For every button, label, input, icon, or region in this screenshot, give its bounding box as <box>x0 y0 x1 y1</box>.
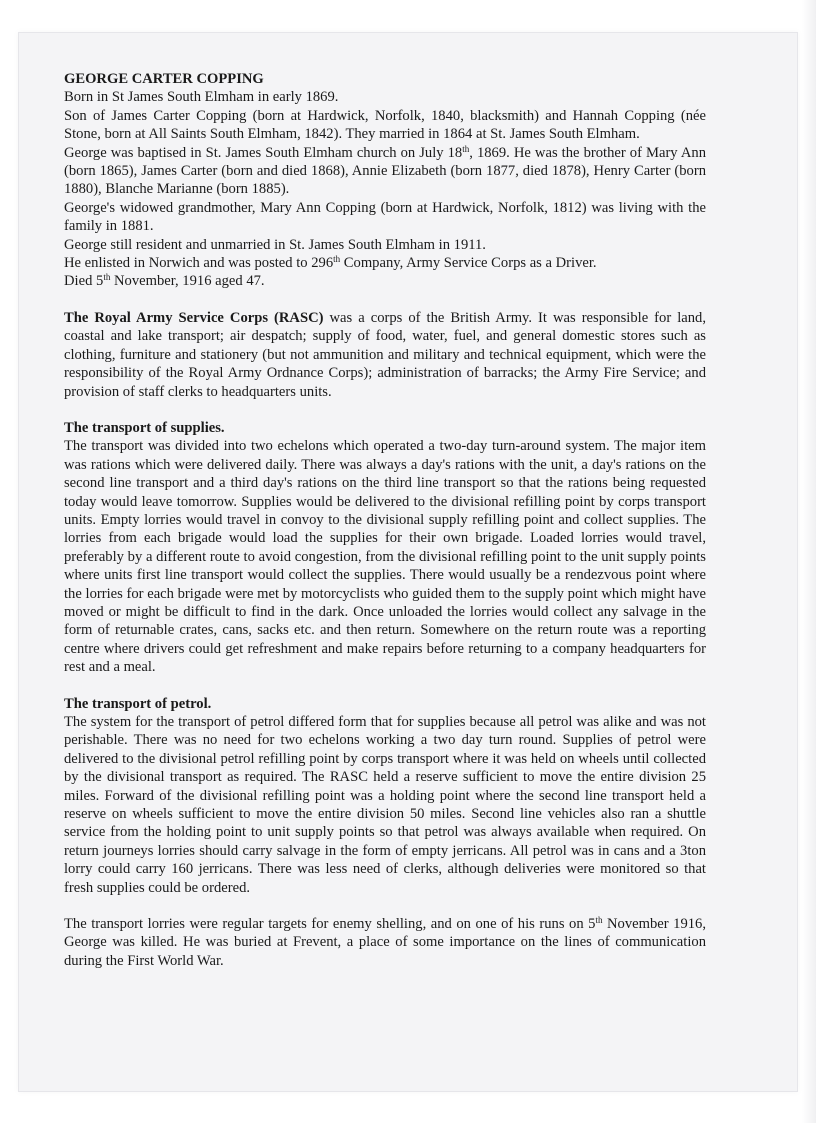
ordinal-suffix: th <box>595 915 603 926</box>
ordinal-suffix: th <box>462 143 470 154</box>
bio-line-6 <box>64 254 706 272</box>
bio-line-6-text-cont: Company, Army Service Corps as a Driver. <box>340 255 597 272</box>
bio-line-3-text: George was baptised in St. James South Elmham church on July 18 <box>64 144 463 161</box>
bio-line-6-text: He enlisted in Norwich and was posted to 296 <box>64 255 334 272</box>
document-title: GEORGE CARTER COPPING <box>64 71 264 87</box>
bio-line-3 <box>64 144 706 199</box>
closing-text-cont: November 1916, George was killed. He was buried at Frevent, a place of some importance on the lines of communication during the First World War. <box>64 916 706 969</box>
ordinal-suffix: th <box>103 272 111 283</box>
bio-line-7-text: Died 5 <box>64 273 104 290</box>
supplies-heading: The transport of supplies. <box>64 419 225 436</box>
ordinal-suffix: th <box>333 254 341 265</box>
page-edge <box>802 0 816 1123</box>
bio-line-7 <box>64 272 706 290</box>
bio-line-7-text-cont: November, 1916 aged 47. <box>110 273 265 290</box>
rasc-description: was a corps of the British Army. It was responsible for land, coastal and lake transport; air despatch; supply of food, water, fuel, and general domestic stores such as clothing, furniture and stationery (but not ammunition and military and technical equipment, which were the responsibility of the Royal Army Ordnance Corps); administration of barracks; the Army Fire Service; and provision of staff clerks to headquarters units. <box>64 309 706 400</box>
rasc-paragraph <box>64 309 706 401</box>
bio-line-4: George's widowed grandmother, Mary Ann Copping (born at Hardwick, Norfolk, 1812) was living with the family in 1881. <box>64 199 706 235</box>
supplies-paragraph: The transport was divided into two echelons which operated a two-day turn-around system. The major item was rations which were delivered daily. There was always a day's rations with the unit, a day's rations on the second line transport and a third day's rations on the third line transport so that the rations being requested today would leave tomorrow. Supplies would be delivered to the divisional refilling point by corps transport units. Empty lorries would travel in convoy to the divisional supply refilling point and collect supplies. The lorries from each brigade would load the supplies for their own brigade. Loaded lorries would travel, preferably by a different route to avoid congestion, from the divisional refilling point to the unit supply points where units first line transport would collect the supplies. There would usually be a rendezvous point where the lorries for each brigade were met by motorcyclists who guided them to the supply point which might have moved or might be difficult to find in the dark. Once unloaded the lorries would collect any salvage in the form of returnable crates, cans, sacks etc. and then return. Somewhere on the return route was a reporting centre where drivers could get refreshment and make repairs before returning to a company headquarters for rest and a meal. <box>64 438 706 676</box>
bio-line-5: George still resident and unmarried in St. James South Elmham in 1911. <box>64 236 486 253</box>
bio-line-1: Born in St James South Elmham in early 1869. <box>64 89 339 106</box>
petrol-heading: The transport of petrol. <box>64 695 212 712</box>
bio-line-3-text-cont: , 1869. He was the brother of Mary Ann (born 1865), James Carter (born and died 1868), Annie Elizabeth (born 1877, died 1878), Henry Carter (born 1880), Blanche Marianne (born 1885). <box>64 144 706 198</box>
closing-paragraph <box>64 915 706 970</box>
rasc-term: The Royal Army Service Corps (RASC) <box>64 309 324 326</box>
document-body <box>64 70 706 970</box>
bio-line-2: Son of James Carter Copping (born at Hardwick, Norfolk, 1840, blacksmith) and Hannah Copping (née Stone, born at All Saints South Elmham, 1842). They married in 1864 at St. James South Elmham. <box>64 107 706 143</box>
closing-text: The transport lorries were regular targets for enemy shelling, and on one of his runs on 5 <box>64 916 596 933</box>
petrol-paragraph: The system for the transport of petrol differed form that for supplies because all petrol was alike and was not perishable. There was no need for two echelons working a two day turn round. Supplies of petrol were delivered to the divisional petrol refilling point by corps transport where it was held on wheels until collected by the divisional transport as required. The RASC held a reserve sufficient to move the entire division 25 miles. Forward of the divisional refilling point was a holding point where the second line transport held a reserve on wheels sufficient to move the entire division 50 miles. Second line vehicles also ran a shuttle service from the holding point to unit supply points so that petrol was always available when required. On return journeys lorries should carry salvage in the form of empty jerricans. All petrol was in cans and a 3ton lorry could carry 160 jerricans. There was less need of clerks, although deliveries were monitored so that fresh supplies could be ordered. <box>64 714 706 896</box>
